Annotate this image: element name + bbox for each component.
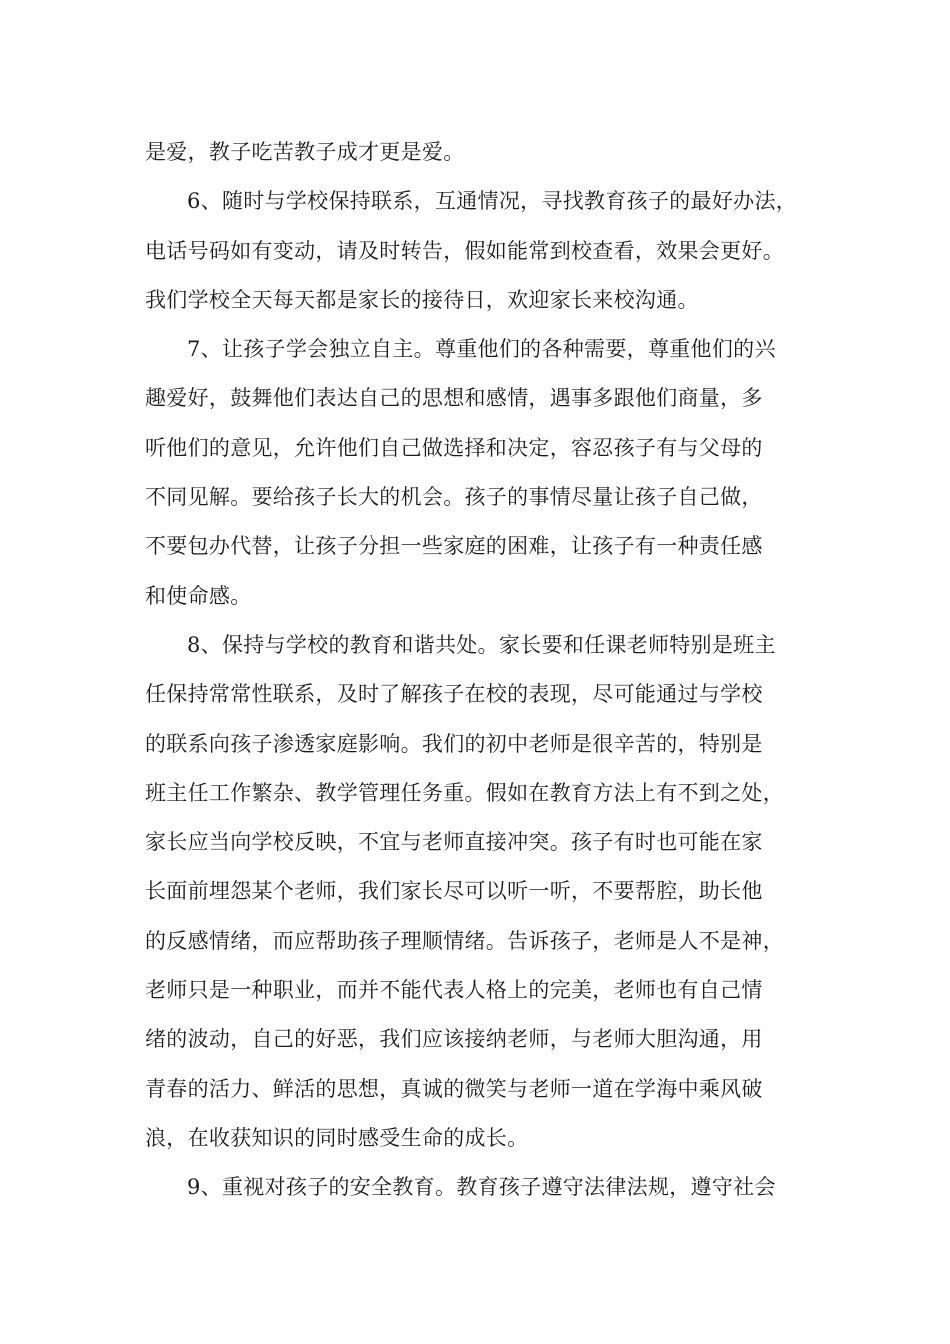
text-line: 绪的波动，自己的好恶，我们应该接纳老师，与老师大胆沟通，用 xyxy=(145,1027,763,1052)
text-line: 长面前埋怨某个老师，我们家长尽可以听一听，不要帮腔，助长他 xyxy=(145,879,763,904)
text-line: 老师只是一种职业，而并不能代表人格上的完美，老师也有自己情 xyxy=(145,978,763,1003)
text-line: 任保持常常性联系，及时了解孩子在校的表现，尽可能通过与学校 xyxy=(145,682,763,707)
text-line: 家长应当向学校反映，不宜与老师直接冲突。孩子有时也可能在家 xyxy=(145,830,763,855)
text-line: 的联系向孩子渗透家庭影响。我们的初中老师是很辛苦的，特别是 xyxy=(145,731,763,756)
text-line: 和使命感。 xyxy=(145,583,252,608)
text-line: 9、重视对孩子的安全教育。教育孩子遵守法律法规，遵守社会 xyxy=(187,1175,776,1200)
text-line: 青春的活力、鲜活的思想，真诚的微笑与老师一道在学海中乘风破 xyxy=(145,1076,763,1101)
text-line: 是爱，教子吃苦教子成才更是爱。 xyxy=(145,140,465,164)
text-line: 班主任工作繁杂、教学管理任务重。假如在教育方法上有不到之处， xyxy=(145,780,784,805)
text-line: 的反感情绪，而应帮助孩子理顺情绪。告诉孩子，老师是人不是神， xyxy=(145,928,784,953)
text-line: 不同见解。要给孩子长大的机会。孩子的事情尽量让孩子自己做， xyxy=(145,485,763,510)
text-line: 听他们的意见，允许他们自己做选择和决定，容忍孩子有与父母的 xyxy=(145,435,763,460)
text-line: 6、随时与学校保持联系，互通情况，寻找教育孩子的最好办法， xyxy=(187,189,798,214)
text-line: 不要包办代替，让孩子分担一些家庭的困难，让孩子有一种责任感 xyxy=(145,534,763,559)
text-line: 7、让孩子学会独立自主。尊重他们的各种需要，尊重他们的兴 xyxy=(187,337,776,362)
text-line: 8、保持与学校的教育和谐共处。家长要和任课老师特别是班主 xyxy=(187,632,776,657)
text-line: 浪，在收获知识的同时感受生命的成长。 xyxy=(145,1125,529,1150)
text-line: 我们学校全天每天都是家长的接待日，欢迎家长来校沟通。 xyxy=(145,287,699,312)
text-line: 电话号码如有变动，请及时转告，假如能常到校查看，效果会更好。 xyxy=(145,238,784,263)
document-body xyxy=(145,128,825,1213)
text-line: 趣爱好，鼓舞他们表达自己的思想和感情，遇事多跟他们商量，多 xyxy=(145,386,763,411)
